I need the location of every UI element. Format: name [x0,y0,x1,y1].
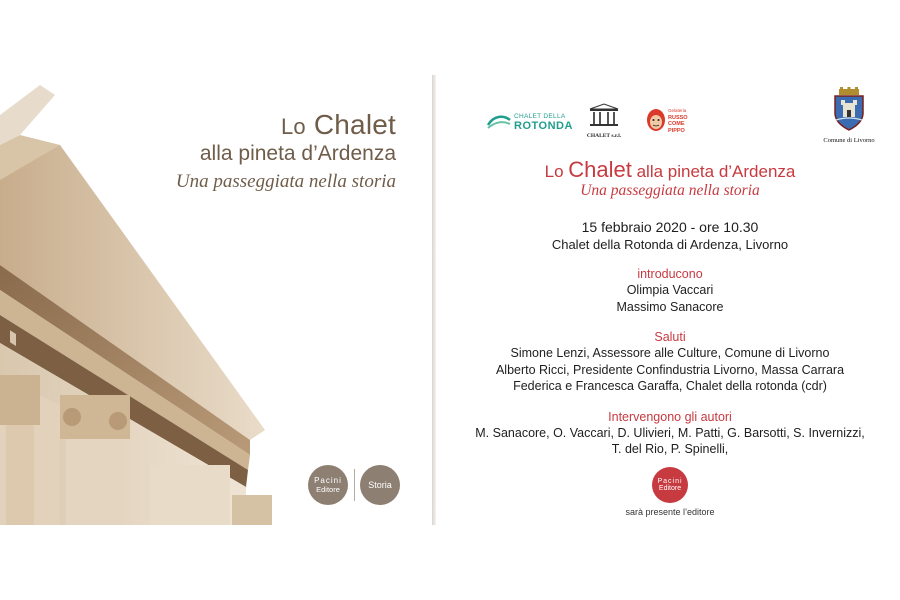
pacini-logo-name: Pacini [657,477,683,485]
authors-line: M. Sanacore, O. Vaccari, D. Ulivieri, M. Patti, G. Barsotti, S. Invernizzi, [475,425,865,440]
speaker-item: Olimpia Vaccari [626,283,714,297]
publisher-block [440,467,900,517]
rotonda-logo-line2: ROTONDA [514,120,573,132]
speaker-item: Massimo Sanacore [616,299,724,314]
badge-divider [354,469,355,501]
fold-shadow [432,75,436,525]
russo-come-pippo-logo [646,107,702,137]
cover-title-line2: alla pineta d’Ardenza [199,142,396,165]
comune-label: Comune di Livorno [823,137,875,144]
chalet-srl-logo [584,103,624,137]
invitation-panel [440,75,900,525]
cover-title [176,109,396,193]
pacini-editore-logo [652,467,688,503]
saluti-heading: Saluti [654,330,686,344]
event-title [440,157,900,200]
authors-line: T. del Rio, P. Spinelli, [611,442,729,456]
russo-logo-text [668,108,688,134]
coat-of-arms-icon [827,87,871,131]
storia-badge [360,465,400,505]
cover-title-line1 [176,109,396,141]
cover-badges [308,465,402,507]
book-cover [0,75,432,525]
face-icon [646,107,666,133]
event-title-rest: alla pineta d’Ardenza [636,162,796,181]
storia-badge-label: Storia [368,480,392,490]
colonnade-icon [588,103,620,127]
sponsor-logos [440,75,900,155]
swoosh-icon [486,113,512,131]
russo-line4: PIPPO [668,127,685,134]
russo-line1: Gelateria [668,108,687,113]
pacini-badge-editore: Editore [316,484,340,494]
publisher-note: sarà presente l’editore [625,507,715,517]
event-date: 15 febbraio 2020 - ore 10.30 [581,219,759,235]
russo-line3: COME [668,121,685,127]
pacini-badge-name: Pacini [314,475,342,485]
rotonda-logo-line1: CHALET DELLA [514,113,566,120]
event-venue: Chalet della Rotonda di Ardenza, Livorno [551,237,789,252]
chalet-srl-label: CHALET s.r.l. [586,133,622,139]
event-title-line1 [440,157,900,183]
autori-heading: Intervengono gli autori [608,409,732,424]
chalet-rotonda-logo [486,111,573,135]
cover-subtitle: Una passeggiata nella storia [175,171,396,192]
introducono-heading: introducono [637,267,703,281]
event-details [440,218,900,458]
pacini-badge [308,465,348,505]
event-title-lo: Lo [544,162,564,181]
greeting-item: Federica e Francesca Garaffa, Chalet della rotonda (cdr) [513,379,827,393]
event-subtitle: Una passeggiata nella storia [580,182,760,199]
greeting-item: Simone Lenzi, Assessore alle Culture, Comune di Livorno [510,346,830,360]
event-title-chalet: Chalet [568,157,632,182]
russo-line2: RUSSO [668,114,688,121]
cover-title-lo: Lo [281,114,306,139]
cover-title-chalet: Chalet [313,109,396,140]
comune-livorno-logo [814,87,884,143]
greeting-item: Alberto Ricci, Presidente Confindustria Livorno, Massa Carrara [495,362,845,377]
pacini-logo-editore: Editore [658,485,682,492]
